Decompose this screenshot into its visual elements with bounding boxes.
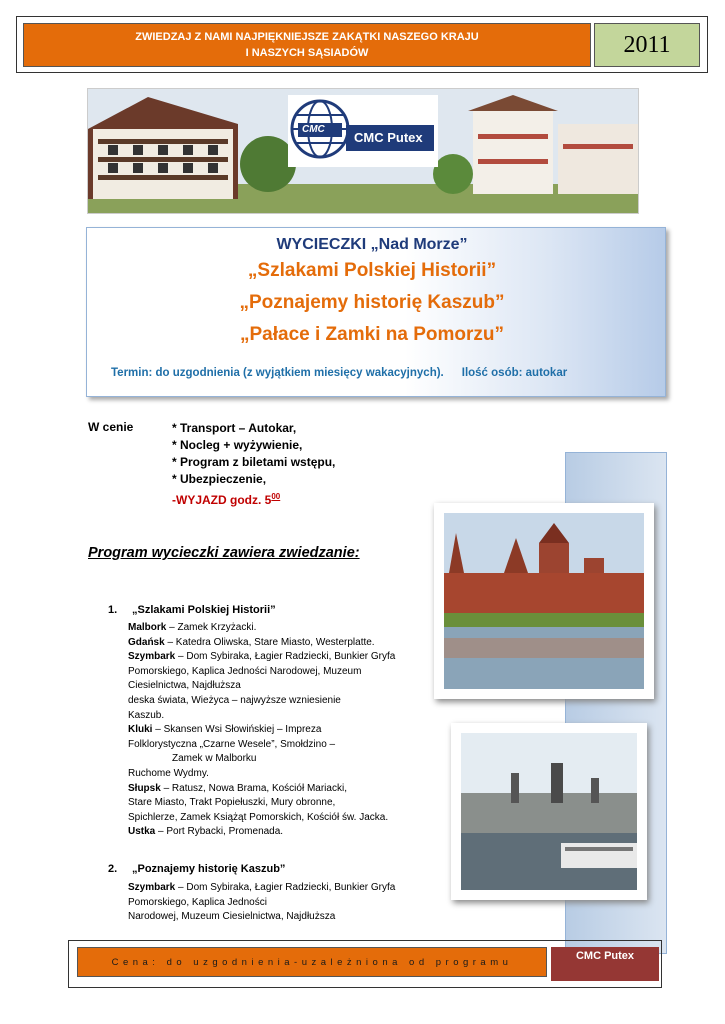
footer-brand: CMC Putex bbox=[551, 947, 659, 981]
trip-termin: Termin: do uzgodnienia (z wyjątkiem miesięcy wakacyjnych). bbox=[111, 367, 444, 379]
detail-line: Gdańsk – Katedra Oliwska, Stare Miasto, Westerplatte. bbox=[128, 636, 375, 648]
detail-line: Pomorskiego, Kaplica Jedności Narodowej, Muzeum bbox=[128, 665, 362, 677]
departure-minutes: 00 bbox=[271, 492, 281, 501]
detail-line: Szymbark – Dom Sybiraka, Łagier Radziecki, Bunkier Gryfa bbox=[128, 651, 396, 663]
trip-title: WYCIECZKI „Nad Morze” bbox=[276, 236, 468, 253]
trip-info-box bbox=[86, 227, 666, 397]
detail-line: Folklorystyczna „Czarne Wesele”, Smołdzino – bbox=[128, 738, 336, 750]
detail-line: Ruchome Wydmy. bbox=[128, 767, 209, 779]
header-year: 2011 bbox=[594, 23, 700, 67]
detail-line: Ciesielnictwa, Najdłuższa bbox=[128, 680, 241, 692]
header-banner bbox=[23, 23, 591, 67]
trip-osoby: Ilość osób: autokar bbox=[461, 367, 568, 379]
detail-line: deska świata, Wieżyca – najwyższe wzniesienie bbox=[128, 694, 341, 706]
logo-mark-text: CMC bbox=[302, 124, 325, 135]
detail-line: Zamek w Malborku bbox=[172, 753, 257, 765]
price-label: W cenie bbox=[88, 420, 134, 434]
detail-line: Malbork – Zamek Krzyżacki. bbox=[128, 622, 257, 633]
detail-line: Pomorskiego, Kaplica Jedności bbox=[128, 896, 267, 908]
program-section-2-details bbox=[128, 881, 428, 925]
detail-line: Narodowej, Muzeum Ciesielnictwa, Najdłuższa bbox=[128, 911, 336, 923]
header-frame bbox=[16, 16, 708, 73]
malbork-castle-photo bbox=[434, 503, 654, 699]
gdansk-river-photo bbox=[451, 723, 647, 900]
detail-line: Kluki – Skansen Wsi Słowińskiej – Impreza bbox=[128, 724, 322, 736]
detail-line: Szymbark – Dom Sybiraka, Łagier Radziecki, Bunkier Gryfa bbox=[128, 882, 396, 893]
section-title: „Poznajemy historię Kaszub” bbox=[132, 863, 286, 875]
price-item: * Nocleg + wyżywienie, bbox=[172, 438, 303, 452]
trip-terms bbox=[111, 367, 567, 379]
detail-line: Stare Miasto, Trakt Popiełuszki, Mury obronne, bbox=[128, 797, 336, 809]
header-line-1: ZWIEDZAJ Z NAMI NAJPIĘKNIEJSZE ZAKĄTKI NASZEGO KRAJU bbox=[135, 31, 479, 43]
departure-text: -WYJAZD godz. 5 bbox=[172, 493, 272, 507]
section-number: 2. bbox=[108, 863, 118, 875]
section-number: 1. bbox=[108, 604, 118, 616]
detail-line: Słupsk – Ratusz, Nowa Brama, Kościół Mariacki, bbox=[128, 782, 347, 794]
price-item: * Program z biletami wstępu, bbox=[172, 455, 336, 469]
price-note: Cena: do uzgodnienia-uzależniona od programu bbox=[77, 947, 547, 977]
program-section-1-title bbox=[108, 604, 276, 616]
logo-brand-text: CMC Putex bbox=[354, 130, 423, 145]
price-list bbox=[172, 420, 335, 509]
detail-line: Kaszub. bbox=[128, 709, 165, 721]
footer-frame bbox=[68, 940, 662, 988]
cmc-putex-logo bbox=[288, 95, 438, 167]
trip-line-2: „Poznajemy historię Kaszub” bbox=[239, 292, 505, 313]
departure-time bbox=[172, 488, 335, 509]
price-item: * Ubezpieczenie, bbox=[172, 472, 267, 486]
program-section-2-title bbox=[108, 863, 285, 875]
program-heading: Program wycieczki zawiera zwiedzanie: bbox=[88, 545, 360, 561]
header-line-2: I NASZYCH SĄSIADÓW bbox=[245, 47, 369, 59]
trip-line-1: „Szlakami Polskiej Historii” bbox=[247, 260, 497, 281]
detail-line: Ustka – Port Rybacki, Promenada. bbox=[128, 826, 284, 838]
price-item: * Transport – Autokar, bbox=[172, 421, 297, 435]
hotel-banner-image bbox=[87, 88, 639, 214]
section-title: „Szlakami Polskiej Historii” bbox=[132, 604, 276, 616]
program-section-1-details bbox=[128, 621, 428, 840]
detail-line: Spichlerze, Zamek Książąt Pomorskich, Kościół św. Jacka. bbox=[128, 811, 389, 823]
trip-line-3: „Pałace i Zamki na Pomorzu” bbox=[240, 324, 504, 345]
